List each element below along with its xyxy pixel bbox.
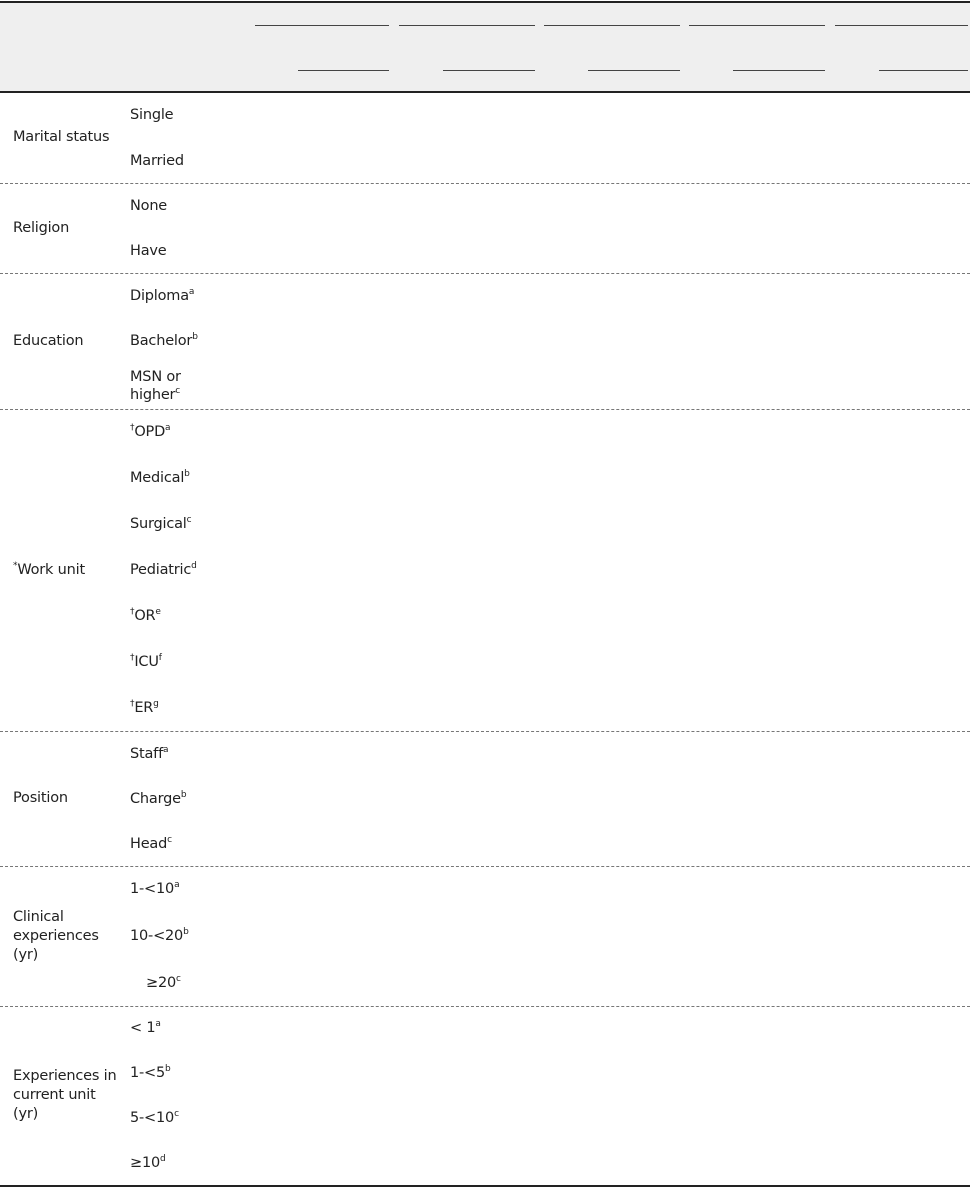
group-superscript: c <box>175 386 181 397</box>
category-text: 10-<20 <box>130 928 184 944</box>
group-superscript: c <box>174 1109 179 1120</box>
scheffe-rule <box>298 70 389 71</box>
category-label <box>130 197 167 215</box>
variable-label: current unit <box>13 1087 96 1103</box>
category-text: Pediatric <box>130 562 192 578</box>
category-text: Bachelor <box>130 333 193 349</box>
group-underline <box>255 25 389 26</box>
top-rule <box>0 1 970 3</box>
category-label <box>130 469 190 487</box>
section-separator <box>0 1006 970 1007</box>
scheffe-rule <box>879 70 968 71</box>
variable-name <box>13 789 68 807</box>
scheffe-rule <box>733 70 825 71</box>
variable-name <box>13 1067 116 1085</box>
category-label <box>130 607 161 625</box>
category-label <box>130 699 159 717</box>
group-underline <box>544 25 680 26</box>
variable-name <box>13 1086 96 1104</box>
category-label <box>130 561 197 579</box>
bottom-rule <box>0 1185 970 1187</box>
dagger-mark: † <box>130 607 135 618</box>
category-text: ER <box>134 699 154 716</box>
dagger-mark: † <box>130 652 135 663</box>
category-label <box>130 242 167 260</box>
category-label <box>130 368 181 404</box>
variable-name <box>13 946 38 964</box>
category-label <box>130 1109 179 1127</box>
category-text: < 1 <box>130 1020 156 1037</box>
category-label <box>130 515 191 533</box>
category-label <box>130 880 179 898</box>
group-underline <box>399 25 535 26</box>
category-text: MSN or <box>130 369 181 385</box>
group-superscript: a <box>174 880 180 891</box>
category-text: 5-<10 <box>130 1109 175 1126</box>
group-superscript: b <box>180 789 187 800</box>
category-text: OR <box>134 607 156 624</box>
variable-label: Clinical <box>13 908 64 925</box>
group-superscript: b <box>183 927 189 938</box>
category-text: Surgical <box>130 516 187 533</box>
category-label <box>130 287 194 305</box>
category-label <box>130 1019 161 1037</box>
scheffe-rule <box>443 70 535 71</box>
section-separator <box>0 409 970 410</box>
group-superscript: b <box>184 469 190 480</box>
variable-label: (yr) <box>13 1106 39 1122</box>
variable-label: Position <box>13 790 68 806</box>
group-underline <box>835 25 968 26</box>
category-label <box>130 332 198 350</box>
category-text: ≥20 <box>146 974 177 991</box>
category-label <box>130 835 172 853</box>
variable-name <box>13 128 109 146</box>
footnote-mark: * <box>13 560 18 571</box>
variable-label: Education <box>13 332 84 349</box>
category-text: Staff <box>130 745 163 762</box>
variable-label: Marital status <box>13 129 110 145</box>
category-text: higher <box>130 387 176 403</box>
group-superscript: d <box>160 1153 166 1164</box>
category-label <box>130 745 168 763</box>
group-superscript: d <box>191 561 197 572</box>
group-superscript: g <box>153 698 159 709</box>
variable-label: (yr) <box>13 946 39 963</box>
header-bottom-rule <box>0 91 970 93</box>
section-separator <box>0 273 970 274</box>
category-label <box>146 974 181 992</box>
dagger-mark: † <box>130 423 135 434</box>
group-superscript: f <box>158 652 162 663</box>
section-separator <box>0 731 970 732</box>
category-label <box>130 927 189 945</box>
group-superscript: b <box>165 1064 171 1075</box>
category-text: Medical <box>130 470 185 487</box>
category-text: None <box>130 197 168 214</box>
category-text: Charge <box>130 790 181 807</box>
category-text: Single <box>130 106 174 123</box>
scheffe-rule <box>588 70 680 71</box>
variable-name <box>13 908 64 926</box>
group-superscript: b <box>192 332 198 343</box>
category-text: Diploma <box>130 288 189 304</box>
category-label <box>130 152 184 170</box>
group-superscript: a <box>163 744 169 755</box>
category-label <box>130 653 162 671</box>
section-separator <box>0 183 970 184</box>
category-text: OPD <box>134 424 166 441</box>
group-superscript: c <box>167 834 172 845</box>
variable-name <box>13 332 83 350</box>
group-superscript: a <box>165 423 171 434</box>
section-separator <box>0 866 970 867</box>
variable-name <box>13 561 85 579</box>
category-text: Married <box>130 152 184 169</box>
header-background <box>0 2 970 92</box>
category-text: Have <box>130 242 167 259</box>
group-superscript: c <box>186 515 192 526</box>
category-text: ICU <box>134 653 159 670</box>
group-superscript: e <box>155 607 161 618</box>
category-text: 1-<5 <box>130 1065 166 1082</box>
variable-name <box>13 927 99 945</box>
category-label <box>130 1064 171 1082</box>
variable-label: Work unit <box>17 561 85 578</box>
group-superscript: c <box>176 973 181 984</box>
variable-label: Religion <box>13 219 70 236</box>
category-label <box>130 106 173 124</box>
group-underline <box>689 25 825 26</box>
group-superscript: a <box>155 1019 161 1030</box>
category-label <box>130 790 186 808</box>
category-label <box>130 1154 166 1172</box>
category-text: 1-<10 <box>130 881 175 898</box>
variable-label: experiences <box>13 927 99 944</box>
dagger-mark: † <box>130 698 135 709</box>
category-label <box>130 423 170 441</box>
variable-name <box>13 1105 38 1123</box>
variable-name <box>13 219 69 237</box>
group-superscript: a <box>188 287 195 298</box>
category-text: Head <box>130 835 168 852</box>
category-text: ≥10 <box>130 1154 161 1171</box>
variable-label: Experiences in <box>13 1068 117 1084</box>
